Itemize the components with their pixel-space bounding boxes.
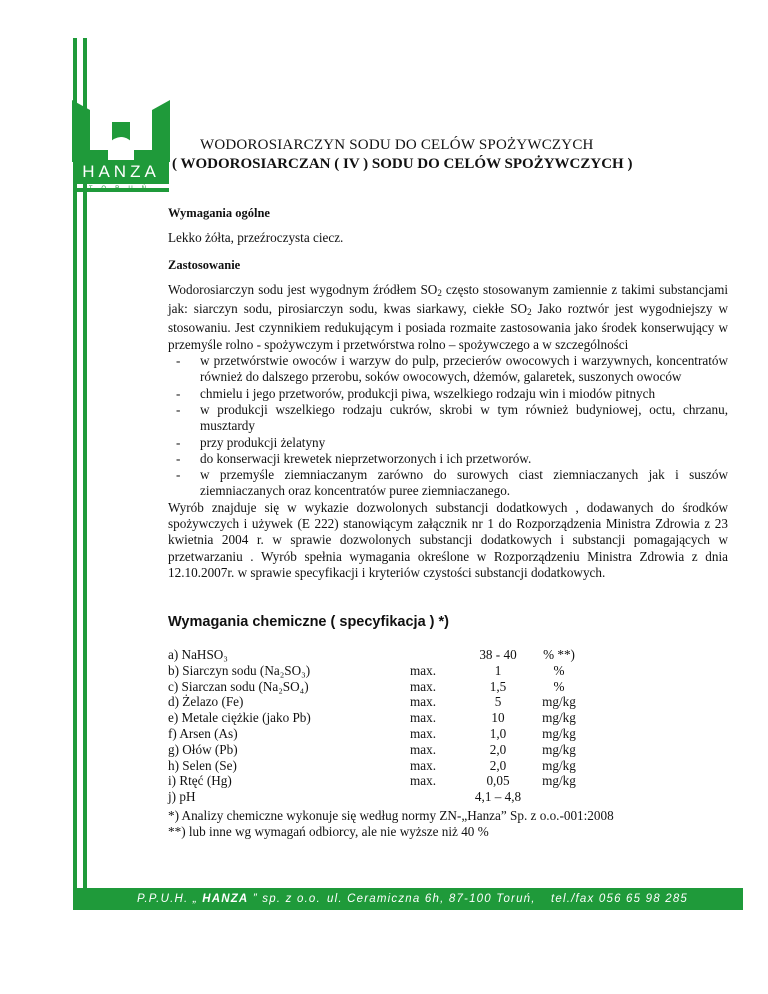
table-row (168, 694, 628, 710)
spec-unit: mg/kg (542, 757, 576, 773)
spec-limit: max. (410, 710, 437, 726)
spec-limit: max. (410, 757, 437, 773)
spec-value: 1,0 (489, 725, 507, 741)
spec-unit: % (553, 662, 565, 678)
table-row (168, 679, 628, 695)
decorative-stripe-horizontal (73, 188, 169, 192)
list-item: - w przetwórstwie owoców i warzyw do pulp, przecierów owocowych i warzywnych, koncentratów również do dalszego przerobu, soków owocowych, dżemów, galaretek, suszonych owoców (168, 353, 728, 386)
spec-name: g) Ołów (Pb) (168, 741, 238, 757)
list-item: - przy produkcji żelatyny (168, 435, 728, 451)
table-row (168, 742, 628, 758)
spec-name: f) Arsen (As) (168, 725, 238, 741)
spec-value: 38 - 40 (479, 647, 517, 662)
general-heading: Wymagania ogólne (168, 206, 270, 220)
table-row (168, 758, 628, 774)
table-row (168, 726, 628, 742)
usage-intro: Wodorosiarczyn sodu jest wygodnym źródłem $SO_2$ często stosowanym zamiennie z takimi substancjami jak: siarczyn sodu, pirosiarczyn sodu, kwas siarkawy, ciekłe $SO_2$ Jako roztwór jest wygodniejszy w stosowaniu. Jest czynnikiem redukującym i posiada rozmaite zastosowania jako środek konserwujący w przemyśle rolno - spożywczym i przetwórstwa rolno – spożywczego a w szczególności (168, 281, 728, 352)
spec-name: a) NaHSO₃ (168, 647, 228, 662)
document-subtitle: ( WODOROSIARCZAN ( IV ) SODU DO CELÓW SPOŻYWCZYCH ) (172, 156, 633, 172)
footnote: *) Analizy chemiczne wykonuje się według normy ZN-„Hanza” Sp. z o.o.-001:2008 (168, 808, 614, 823)
spec-limit: max. (410, 678, 437, 694)
usage-list (168, 353, 728, 500)
chemical-heading: Wymagania chemiczne ( specyfikacja ) *) (168, 614, 449, 630)
table-row (168, 647, 628, 663)
spec-unit: mg/kg (542, 694, 576, 710)
spec-unit: mg/kg (542, 741, 576, 757)
spec-name: i) Rtęć (Hg) (168, 773, 232, 789)
usage-heading: Zastosowanie (168, 257, 241, 272)
spec-value: 4,1 – 4,8 (474, 789, 522, 805)
spec-limit: max. (410, 741, 437, 757)
footer-company: P.P.U.H. „ HANZA ” sp. z o.o. (137, 893, 321, 905)
spec-unit: mg/kg (542, 773, 576, 789)
footnotes (168, 808, 614, 840)
spec-name: b) Siarczyn sodu (Na₂SO₃) (168, 662, 311, 678)
list-item: - w przemyśle ziemniaczanym zarówno do surowych ciast ziemniaczanych jak i suszów ziemniaczanych oraz koncentratów puree ziemniaczanego. (168, 467, 728, 500)
spec-value: 2,0 (489, 741, 507, 757)
table-row (168, 773, 628, 789)
spec-unit: mg/kg (542, 725, 576, 741)
list-item: - w produkcji wszelkiego rodzaju cukrów, skrobi w tym również budyniowej, octu, chrzanu, musztardy (168, 402, 728, 435)
usage-closing: Wyrób znajduje się w wykazie dozwolonych substancji dodatkowych , dodawanych do środków spożywczych i używek (E 222) stanowiącym załącznik nr 1 do Rozporządzenia Ministra Zdrowia z 23 kwietnia 2004 r. w sprawie dozwolonych substancji dodatkowych i substancji pomagających w przetwarzaniu . Wyrób spełnia wymagania określone w Rozporządzeniu Ministra Zdrowia z dnia 12.10.2007r. w sprawie specyfikacji i kryteriów czystości substancji dodatkowych. (168, 499, 728, 580)
spec-value: 10 (491, 710, 505, 726)
spec-name: d) Żelazo (Fe) (168, 694, 244, 710)
footer-phone: tel./fax 056 65 98 285 (551, 893, 689, 905)
document-body (168, 205, 728, 581)
table-row (168, 663, 628, 679)
spec-unit: mg/kg (542, 710, 576, 726)
spec-name: e) Metale ciężkie (jako Pb) (168, 710, 311, 726)
document-title: WODOROSIARCZYN SODU DO CELÓW SPOŻYWCZYCH (200, 137, 594, 153)
spec-limit: max. (410, 773, 437, 789)
table-row (168, 789, 628, 805)
footer-bar (73, 888, 743, 910)
spec-limit: max. (410, 662, 437, 678)
spec-name: j) pH (168, 789, 196, 805)
table-row (168, 710, 628, 726)
spec-name: c) Siarczan sodu (Na₂SO₄) (168, 678, 309, 694)
spec-limit: max. (410, 694, 437, 710)
general-text: Lekko żółta, przeźroczysta ciecz. (168, 230, 344, 246)
spec-value: 0,05 (486, 773, 510, 789)
spec-value: 5 (494, 694, 502, 710)
spec-table (168, 647, 628, 805)
list-item: - chmielu i jego przetworów, produkcji piwa, wszelkiego rodzaju win i miodów pitnych (168, 386, 728, 402)
spec-value: 2,0 (489, 757, 507, 773)
list-item: - do konserwacji krewetek nieprzetworzonych i ich przetworów. (168, 451, 728, 467)
logo-wordmark: HANZA (73, 160, 169, 184)
spec-value: 1 (494, 662, 502, 678)
footnote: **) lub inne wg wymagań odbiorcy, ale nie wyższe niż 40 % (168, 824, 489, 839)
footer-address: ul. Ceramiczna 6h, 87-100 Toruń, (327, 893, 536, 905)
spec-value: 1,5 (489, 678, 507, 694)
spec-name: h) Selen (Se) (168, 757, 237, 773)
spec-limit: max. (410, 725, 437, 741)
spec-unit: % (553, 678, 565, 694)
spec-unit: % **) (543, 647, 575, 662)
